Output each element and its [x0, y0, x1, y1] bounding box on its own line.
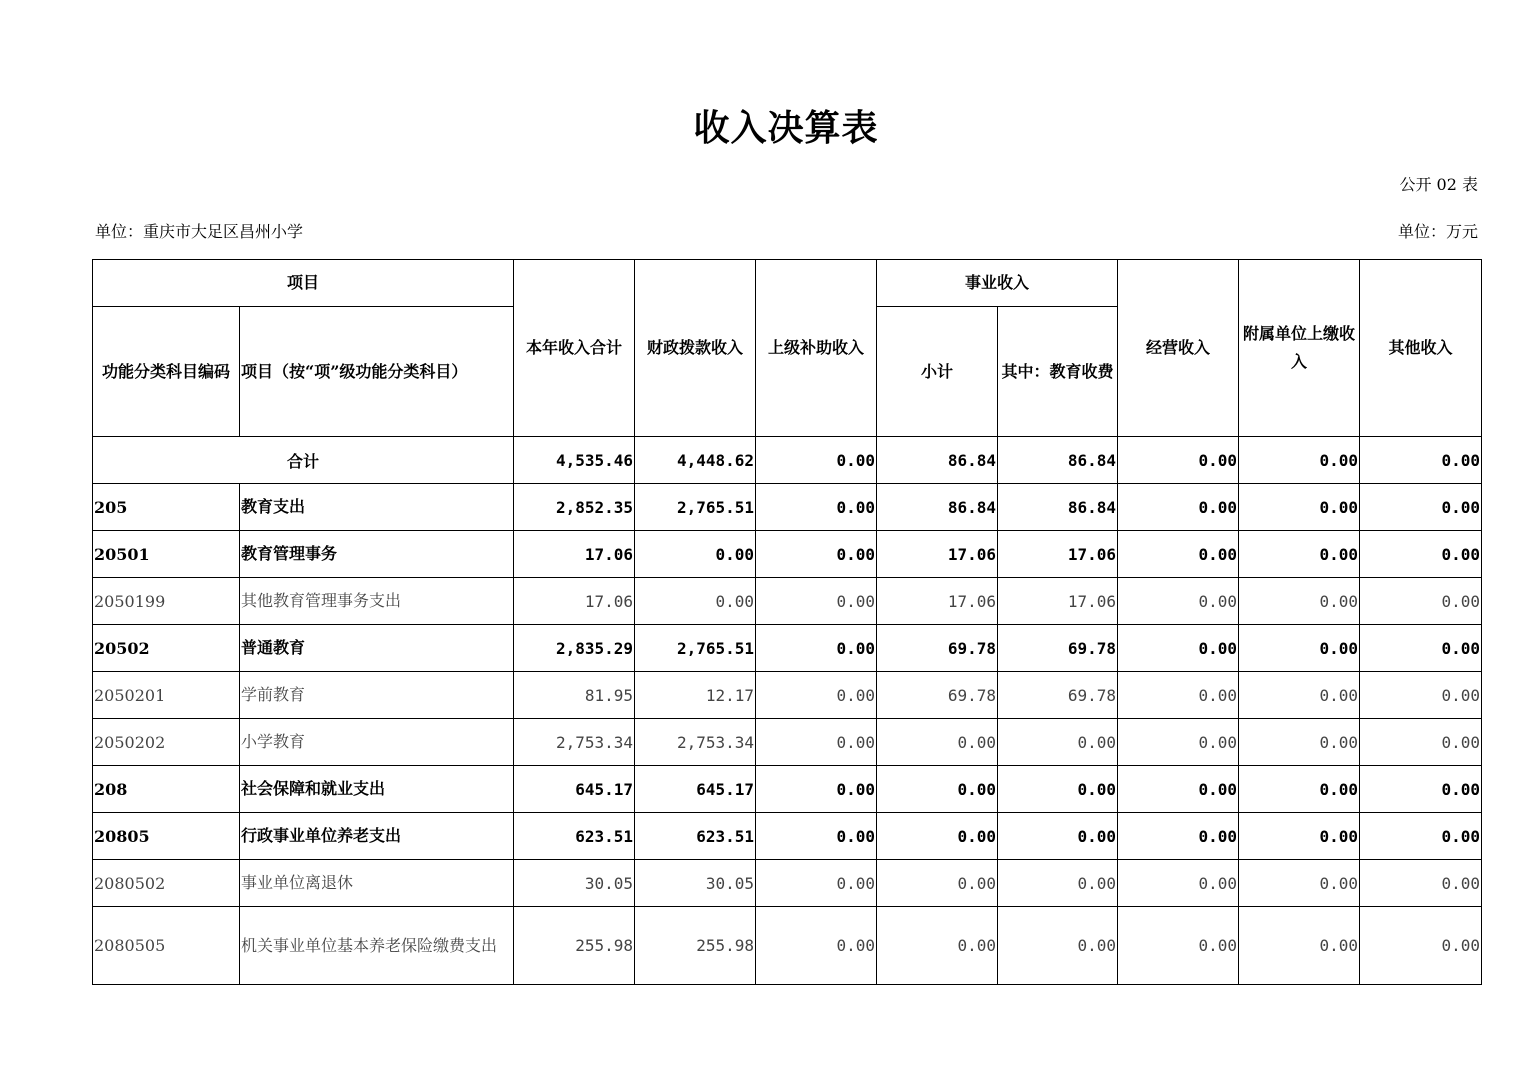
value-cell: 17.06 [877, 578, 998, 625]
value-cell: 645.17 [635, 766, 756, 813]
name-cell: 普通教育 [240, 625, 514, 672]
code-cell: 205 [93, 484, 240, 531]
value-cell: 0.00 [1118, 672, 1239, 719]
value-cell: 2,753.34 [514, 719, 635, 766]
value-cell: 86.84 [998, 484, 1118, 531]
value-cell: 255.98 [514, 907, 635, 985]
header-subtotal: 小计 [877, 307, 998, 437]
value-cell: 0.00 [756, 907, 877, 985]
value-cell: 2,765.51 [635, 484, 756, 531]
value-cell: 0.00 [756, 578, 877, 625]
value-cell: 255.98 [635, 907, 756, 985]
table-row [93, 625, 1482, 672]
header-total-income: 本年收入合计 [514, 260, 635, 437]
value-cell: 0.00 [1118, 719, 1239, 766]
value-cell: 0.00 [1239, 578, 1360, 625]
header-other-income: 其他收入 [1360, 260, 1482, 437]
value-cell: 69.78 [877, 625, 998, 672]
header-education-fee: 其中：教育收费 [998, 307, 1118, 437]
table-body [93, 437, 1482, 985]
value-cell: 0.00 [1360, 813, 1482, 860]
value-cell: 0.00 [1118, 907, 1239, 985]
currency-unit: 单位：万元 [1397, 222, 1478, 241]
total-cell: 0.00 [1118, 437, 1239, 484]
value-cell: 12.17 [635, 672, 756, 719]
value-cell: 17.06 [514, 531, 635, 578]
value-cell: 0.00 [877, 860, 998, 907]
value-cell: 0.00 [998, 860, 1118, 907]
header-superior-subsidy: 上级补助收入 [756, 260, 877, 437]
value-cell: 0.00 [877, 766, 998, 813]
value-cell: 0.00 [1360, 531, 1482, 578]
value-cell: 0.00 [1360, 907, 1482, 985]
table-row [93, 484, 1482, 531]
header-operating-income: 经营收入 [1118, 260, 1239, 437]
value-cell: 17.06 [514, 578, 635, 625]
value-cell: 645.17 [514, 766, 635, 813]
total-cell: 86.84 [998, 437, 1118, 484]
code-cell: 20502 [93, 625, 240, 672]
value-cell: 0.00 [1239, 484, 1360, 531]
name-cell: 机关事业单位基本养老保险缴费支出 [240, 907, 514, 985]
table-row [93, 813, 1482, 860]
value-cell: 2,852.35 [514, 484, 635, 531]
value-cell: 0.00 [635, 531, 756, 578]
value-cell: 0.00 [1239, 907, 1360, 985]
name-cell: 小学教育 [240, 719, 514, 766]
table-row [93, 766, 1482, 813]
value-cell: 0.00 [1118, 484, 1239, 531]
value-cell: 0.00 [1239, 672, 1360, 719]
value-cell: 0.00 [1360, 672, 1482, 719]
total-cell: 86.84 [877, 437, 998, 484]
value-cell: 0.00 [1239, 531, 1360, 578]
name-cell: 教育管理事务 [240, 531, 514, 578]
value-cell: 0.00 [1239, 625, 1360, 672]
value-cell: 0.00 [1360, 766, 1482, 813]
name-cell: 教育支出 [240, 484, 514, 531]
value-cell: 69.78 [877, 672, 998, 719]
value-cell: 30.05 [514, 860, 635, 907]
value-cell: 0.00 [877, 907, 998, 985]
code-cell: 208 [93, 766, 240, 813]
value-cell: 30.05 [635, 860, 756, 907]
header-project: 项目 [93, 260, 514, 307]
code-cell: 20805 [93, 813, 240, 860]
code-cell: 2050202 [93, 719, 240, 766]
value-cell: 0.00 [1239, 766, 1360, 813]
value-cell: 2,765.51 [635, 625, 756, 672]
total-cell: 4,535.46 [514, 437, 635, 484]
value-cell: 0.00 [1118, 860, 1239, 907]
value-cell: 0.00 [756, 813, 877, 860]
value-cell: 0.00 [1118, 625, 1239, 672]
total-cell: 0.00 [1239, 437, 1360, 484]
value-cell: 0.00 [877, 813, 998, 860]
value-cell: 623.51 [514, 813, 635, 860]
value-cell: 0.00 [877, 719, 998, 766]
total-cell: 4,448.62 [635, 437, 756, 484]
value-cell: 0.00 [1360, 484, 1482, 531]
total-row [93, 437, 1482, 484]
code-cell: 2050201 [93, 672, 240, 719]
value-cell: 0.00 [1360, 860, 1482, 907]
value-cell: 86.84 [877, 484, 998, 531]
code-cell: 20501 [93, 531, 240, 578]
value-cell: 0.00 [756, 766, 877, 813]
value-cell: 81.95 [514, 672, 635, 719]
value-cell: 0.00 [756, 625, 877, 672]
value-cell: 0.00 [635, 578, 756, 625]
value-cell: 69.78 [998, 625, 1118, 672]
header-fiscal-appropriation: 财政拨款收入 [635, 260, 756, 437]
total-cell: 0.00 [1360, 437, 1482, 484]
value-cell: 0.00 [1239, 719, 1360, 766]
reporting-unit: 单位：重庆市大足区昌州小学 [95, 222, 304, 241]
name-cell: 事业单位离退休 [240, 860, 514, 907]
value-cell: 0.00 [756, 860, 877, 907]
name-cell: 行政事业单位养老支出 [240, 813, 514, 860]
value-cell: 0.00 [1360, 578, 1482, 625]
header-function-code: 功能分类科目编码 [93, 307, 240, 437]
code-cell: 2050199 [93, 578, 240, 625]
table-row [93, 907, 1482, 985]
value-cell: 17.06 [998, 578, 1118, 625]
value-cell: 0.00 [998, 813, 1118, 860]
value-cell: 0.00 [1360, 719, 1482, 766]
name-cell: 其他教育管理事务支出 [240, 578, 514, 625]
code-cell: 2080502 [93, 860, 240, 907]
code-cell: 2080505 [93, 907, 240, 985]
header-business-income: 事业收入 [877, 260, 1118, 307]
value-cell: 0.00 [756, 719, 877, 766]
value-cell: 0.00 [1239, 860, 1360, 907]
total-label: 合计 [93, 437, 514, 484]
value-cell: 0.00 [1118, 578, 1239, 625]
table-row [93, 860, 1482, 907]
value-cell: 0.00 [756, 672, 877, 719]
value-cell: 0.00 [998, 907, 1118, 985]
name-cell: 社会保障和就业支出 [240, 766, 514, 813]
value-cell: 623.51 [635, 813, 756, 860]
value-cell: 0.00 [1118, 766, 1239, 813]
table-row [93, 719, 1482, 766]
value-cell: 2,835.29 [514, 625, 635, 672]
value-cell: 0.00 [1118, 813, 1239, 860]
value-cell: 0.00 [998, 719, 1118, 766]
table-row [93, 531, 1482, 578]
name-cell: 学前教育 [240, 672, 514, 719]
value-cell: 0.00 [756, 484, 877, 531]
value-cell: 0.00 [998, 766, 1118, 813]
value-cell: 2,753.34 [635, 719, 756, 766]
value-cell: 69.78 [998, 672, 1118, 719]
table-row [93, 672, 1482, 719]
page-title: 收入决算表 [693, 107, 879, 149]
value-cell: 17.06 [998, 531, 1118, 578]
income-final-accounts-table [92, 259, 1482, 985]
header-affiliated-income: 附属单位上缴收入 [1239, 260, 1360, 437]
total-cell: 0.00 [756, 437, 877, 484]
header-item-name: 项目（按“项”级功能分类科目） [240, 307, 514, 437]
value-cell: 17.06 [877, 531, 998, 578]
value-cell: 0.00 [756, 531, 877, 578]
value-cell: 0.00 [1118, 531, 1239, 578]
value-cell: 0.00 [1360, 625, 1482, 672]
table-header [93, 260, 1482, 437]
form-number: 公开 02 表 [1399, 175, 1478, 194]
table-row [93, 578, 1482, 625]
value-cell: 0.00 [1239, 813, 1360, 860]
